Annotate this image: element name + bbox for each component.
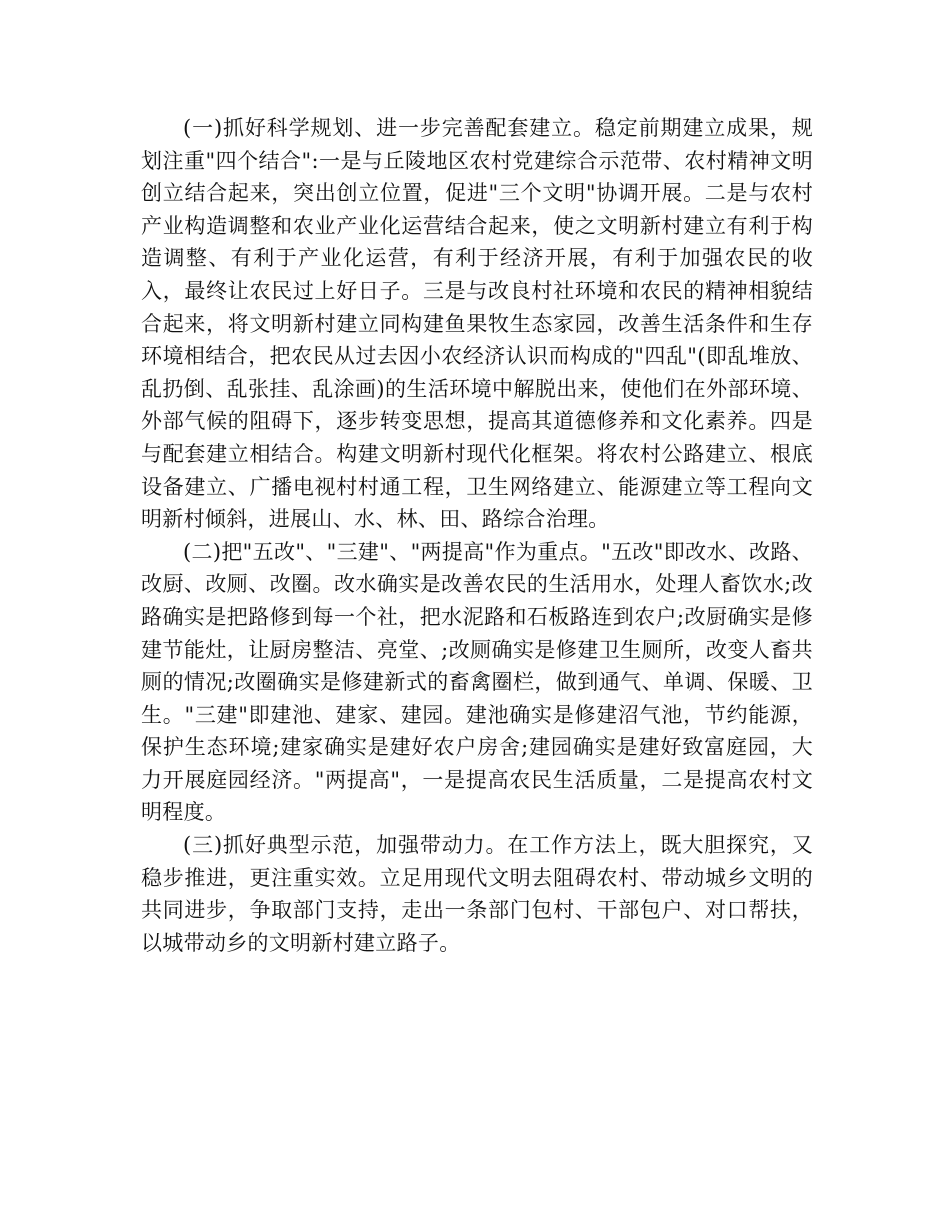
paragraph-demonstration: (三)抓好典型示范，加强带动力。在工作方法上，既大胆探究，又稳步推进，更注重实效。立足用现代文明去阻碍农村、带动城乡文明的共同进步，争取部门支持，走出一条部门包村、干部包户、对口帮扶，以城带动乡的文明新村建立路子。 bbox=[141, 833, 813, 955]
paragraph-key-points: (二)把"五改"、"三建"、"两提高"作为重点。"五改"即改水、改路、改厨、改厕、改圈。改水确实是改善农民的生活用水，处理人畜饮水;改路确实是把路修到每一个社，把水泥路和石板路连到农户;改厨确实是修建节能灶，让厨房整洁、亮堂、;改厕确实是修建卫生厕所，改变人畜共厕的情况;改圈确实是修建新式的畜禽圈栏，做到通气、单调、保暖、卫生。"三建"即建池、建家、建园。建池确实是修建沼气池，节约能源，保护生态环境;建家确实是建好农户房舍;建园确实是建好致富庭园，大力开展庭园经济。"两提高"，一是提高农民生活质量，二是提高农村文明程度。 bbox=[141, 539, 813, 825]
document-body bbox=[141, 112, 813, 959]
paragraph-planning: (一)抓好科学规划、进一步完善配套建立。稳定前期建立成果，规划注重"四个结合":一是与丘陵地区农村党建综合示范带、农村精神文明创立结合起来，突出创立位置，促进"三个文明"协调开展。二是与农村产业构造调整和农业产业化运营结合起来，使之文明新村建立有利于构造调整、有利于产业化运营，有利于经济开展，有利于加强农民的收入，最终让农民过上好日子。三是与改良村社环境和农民的精神相貌结合起来，将文明新村建立同构建鱼果牧生态家园，改善生活条件和生存环境相结合，把农民从过去因小农经济认识而构成的"四乱"(即乱堆放、乱扔倒、乱张挂、乱涂画)的生活环境中解脱出来，使他们在外部环境、外部气候的阻碍下，逐步转变思想，提高其道德修养和文化素养。四是与配套建立相结合。构建文明新村现代化框架。将农村公路建立、根底设备建立、广播电视村村通工程，卫生网络建立、能源建立等工程向文明新村倾斜，进展山、水、林、田、路综合治理。 bbox=[141, 116, 813, 532]
